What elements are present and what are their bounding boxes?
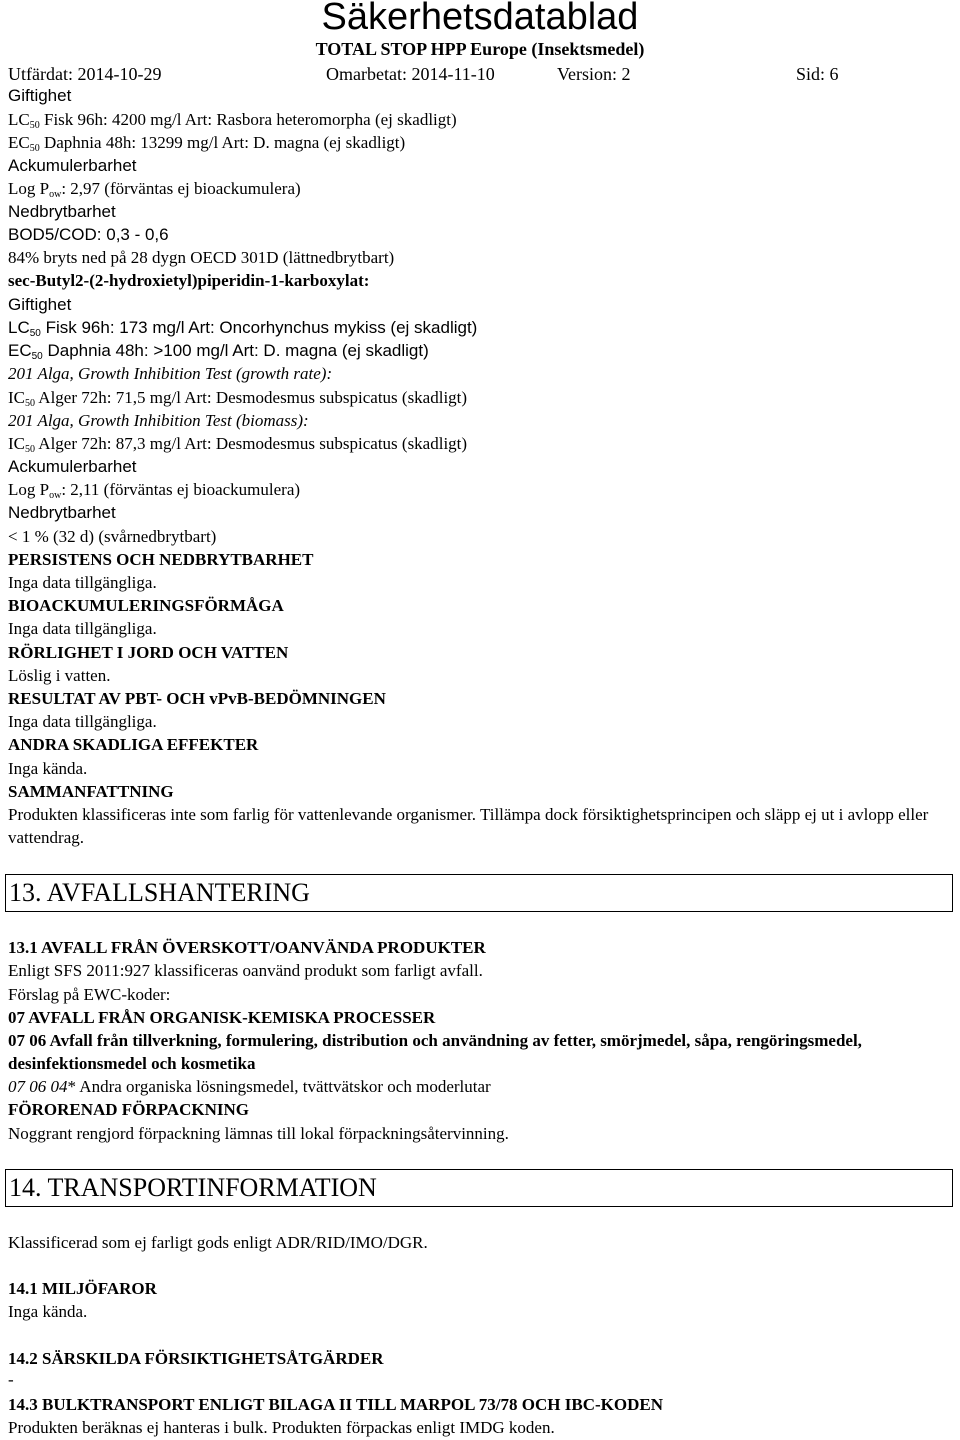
section-14-2-heading: 14.2 SÄRSKILDA FÖRSIKTIGHETSÅTGÄRDER (8, 1349, 384, 1368)
persistence-value: Inga data tillgängliga. (8, 573, 157, 592)
ec50-daphnia-1: $EC_{50}$ Daphnia 48h: 13299 mg/l Art: D. magna (ej skadligt) (8, 133, 406, 154)
section-14-heading: 14. TRANSPORTINFORMATION (5, 1169, 953, 1207)
section-13-heading: 13. AVFALLSHANTERING (5, 874, 953, 912)
toxicity-heading: Giftighet (8, 86, 72, 105)
page-number: Sid: 6 (796, 64, 839, 84)
sfs-classification: Enligt SFS 2011:927 klassificeras oanvänd produkt som farligt avfall. (8, 961, 483, 980)
ec50-daphnia-2: $EC_{50}$ Daphnia 48h: >100 mg/l Art: D. magna (ej skadligt) (8, 341, 429, 362)
toxicity-heading-2: Giftighet (8, 295, 72, 314)
section-14-1-value: Inga kända. (8, 1302, 88, 1321)
lc50-fish-1: $LC_{50}$ Fisk 96h: 4200 mg/l Art: Rasbora heteromorpha (ej skadligt) (8, 110, 457, 131)
section-13-1-heading: 13.1 AVFALL FRÅN ÖVERSKOTT/OANVÄNDA PRODUKTER (8, 938, 486, 957)
summary-heading: SAMMANFATTNING (8, 782, 174, 801)
ewc-code: 07 06 04 (8, 1077, 68, 1096)
degradability-heading: Nedbrytbarhet (8, 202, 116, 221)
substance-name: sec-Butyl2-(2-hydroxietyl)piperidin-1-karboxylat: (8, 271, 370, 290)
contaminated-packaging-text: Noggrant rengjord förpackning lämnas till lokal förpackningsåtervinning. (8, 1124, 509, 1143)
pbt-value: Inga data tillgängliga. (8, 712, 157, 731)
section-14-3-heading: 14.3 BULKTRANSPORT ENLIGT BILAGA II TILL MARPOL 73/78 OCH IBC-KODEN (8, 1395, 663, 1414)
bod-cod: BOD5/COD: 0,3 - 0,6 (8, 225, 169, 244)
version: Version: 2 (557, 64, 631, 84)
ewc-code-line: 07 06 04* Andra organiska lösningsmedel, tvättvätskor och moderlutar (8, 1077, 491, 1096)
bioaccumulation-value: Inga data tillgängliga. (8, 619, 157, 638)
revised-date: Omarbetat: 2014-11-10 (326, 64, 495, 84)
other-effects-value: Inga kända. (8, 759, 88, 778)
transport-classification: Klassificerad som ej farligt gods enligt ADR/RID/IMO/DGR. (8, 1233, 428, 1252)
ewc-0706-heading: 07 06 Avfall från tillverkning, formulering, distribution och användning av fetter, smörjmedel, såpa, rengöringsmedel, desinfektionsmedel och kosmetika (8, 1031, 862, 1073)
product-name: TOTAL STOP HPP Europe (Insektsmedel) (315, 39, 645, 59)
contaminated-packaging-heading: FÖRORENAD FÖRPACKNING (8, 1100, 249, 1119)
document-title: Säkerhetsdatablad (321, 0, 639, 38)
ic50-algae-1: $IC_{50}$ Alger 72h: 71,5 mg/l Art: Desmodesmus subspicatus (skadligt) (8, 388, 468, 409)
issued-date: Utfärdat: 2014-10-29 (8, 64, 162, 84)
other-effects-heading: ANDRA SKADLIGA EFFEKTER (8, 735, 259, 754)
log-pow-2: Log $P_{ow}$: 2,11 (förväntas ej bioackumulera) (8, 480, 301, 501)
section-14-3-value: Produkten beräknas ej hanteras i bulk. Produkten förpackas enligt IMDG koden. (8, 1418, 555, 1437)
ewc-codes-label: Förslag på EWC-koder: (8, 985, 171, 1004)
accumulation-heading: Ackumulerbarhet (8, 156, 137, 175)
ic50-algae-2: $IC_{50}$ Alger 72h: 87,3 mg/l Art: Desmodesmus subspicatus (skadligt) (8, 434, 468, 455)
mobility-value: Löslig i vatten. (8, 666, 111, 685)
degradability-heading-2: Nedbrytbarhet (8, 503, 116, 522)
mobility-heading: RÖRLIGHET I JORD OCH VATTEN (8, 643, 289, 662)
bioaccumulation-heading: BIOACKUMULERINGSFÖRMÅGA (8, 596, 284, 615)
section-14-1-heading: 14.1 MILJÖFAROR (8, 1279, 157, 1298)
degradability-result: < 1 % (32 d) (svårnedbrytbart) (8, 527, 217, 546)
section-14-2-value: - (8, 1370, 14, 1389)
log-pow-1: Log $P_{ow}$: 2,97 (förväntas ej bioackumulera) (8, 179, 301, 200)
alga-test-biomass: 201 Alga, Growth Inhibition Test (biomass): (8, 411, 309, 430)
pbt-heading: RESULTAT AV PBT- OCH vPvB-BEDÖMNINGEN (8, 689, 386, 708)
accumulation-heading-2: Ackumulerbarhet (8, 457, 137, 476)
alga-test-growth-rate: 201 Alga, Growth Inhibition Test (growth rate): (8, 364, 333, 383)
biodegradation-result: 84% bryts ned på 28 dygn OECD 301D (lättnedbrytbart) (8, 248, 395, 267)
persistence-heading: PERSISTENS OCH NEDBRYTBARHET (8, 550, 314, 569)
lc50-fish-2: $LC_{50}$ Fisk 96h: 173 mg/l Art: Oncorhynchus mykiss (ej skadligt) (8, 318, 478, 339)
ewc-07-heading: 07 AVFALL FRÅN ORGANISK-KEMISKA PROCESSER (8, 1008, 436, 1027)
summary-text: Produkten klassificeras inte som farlig för vattenlevande organismer. Tillämpa dock försiktighetsprincipen och släpp ej ut i avlopp eller vattendrag. (8, 805, 929, 847)
